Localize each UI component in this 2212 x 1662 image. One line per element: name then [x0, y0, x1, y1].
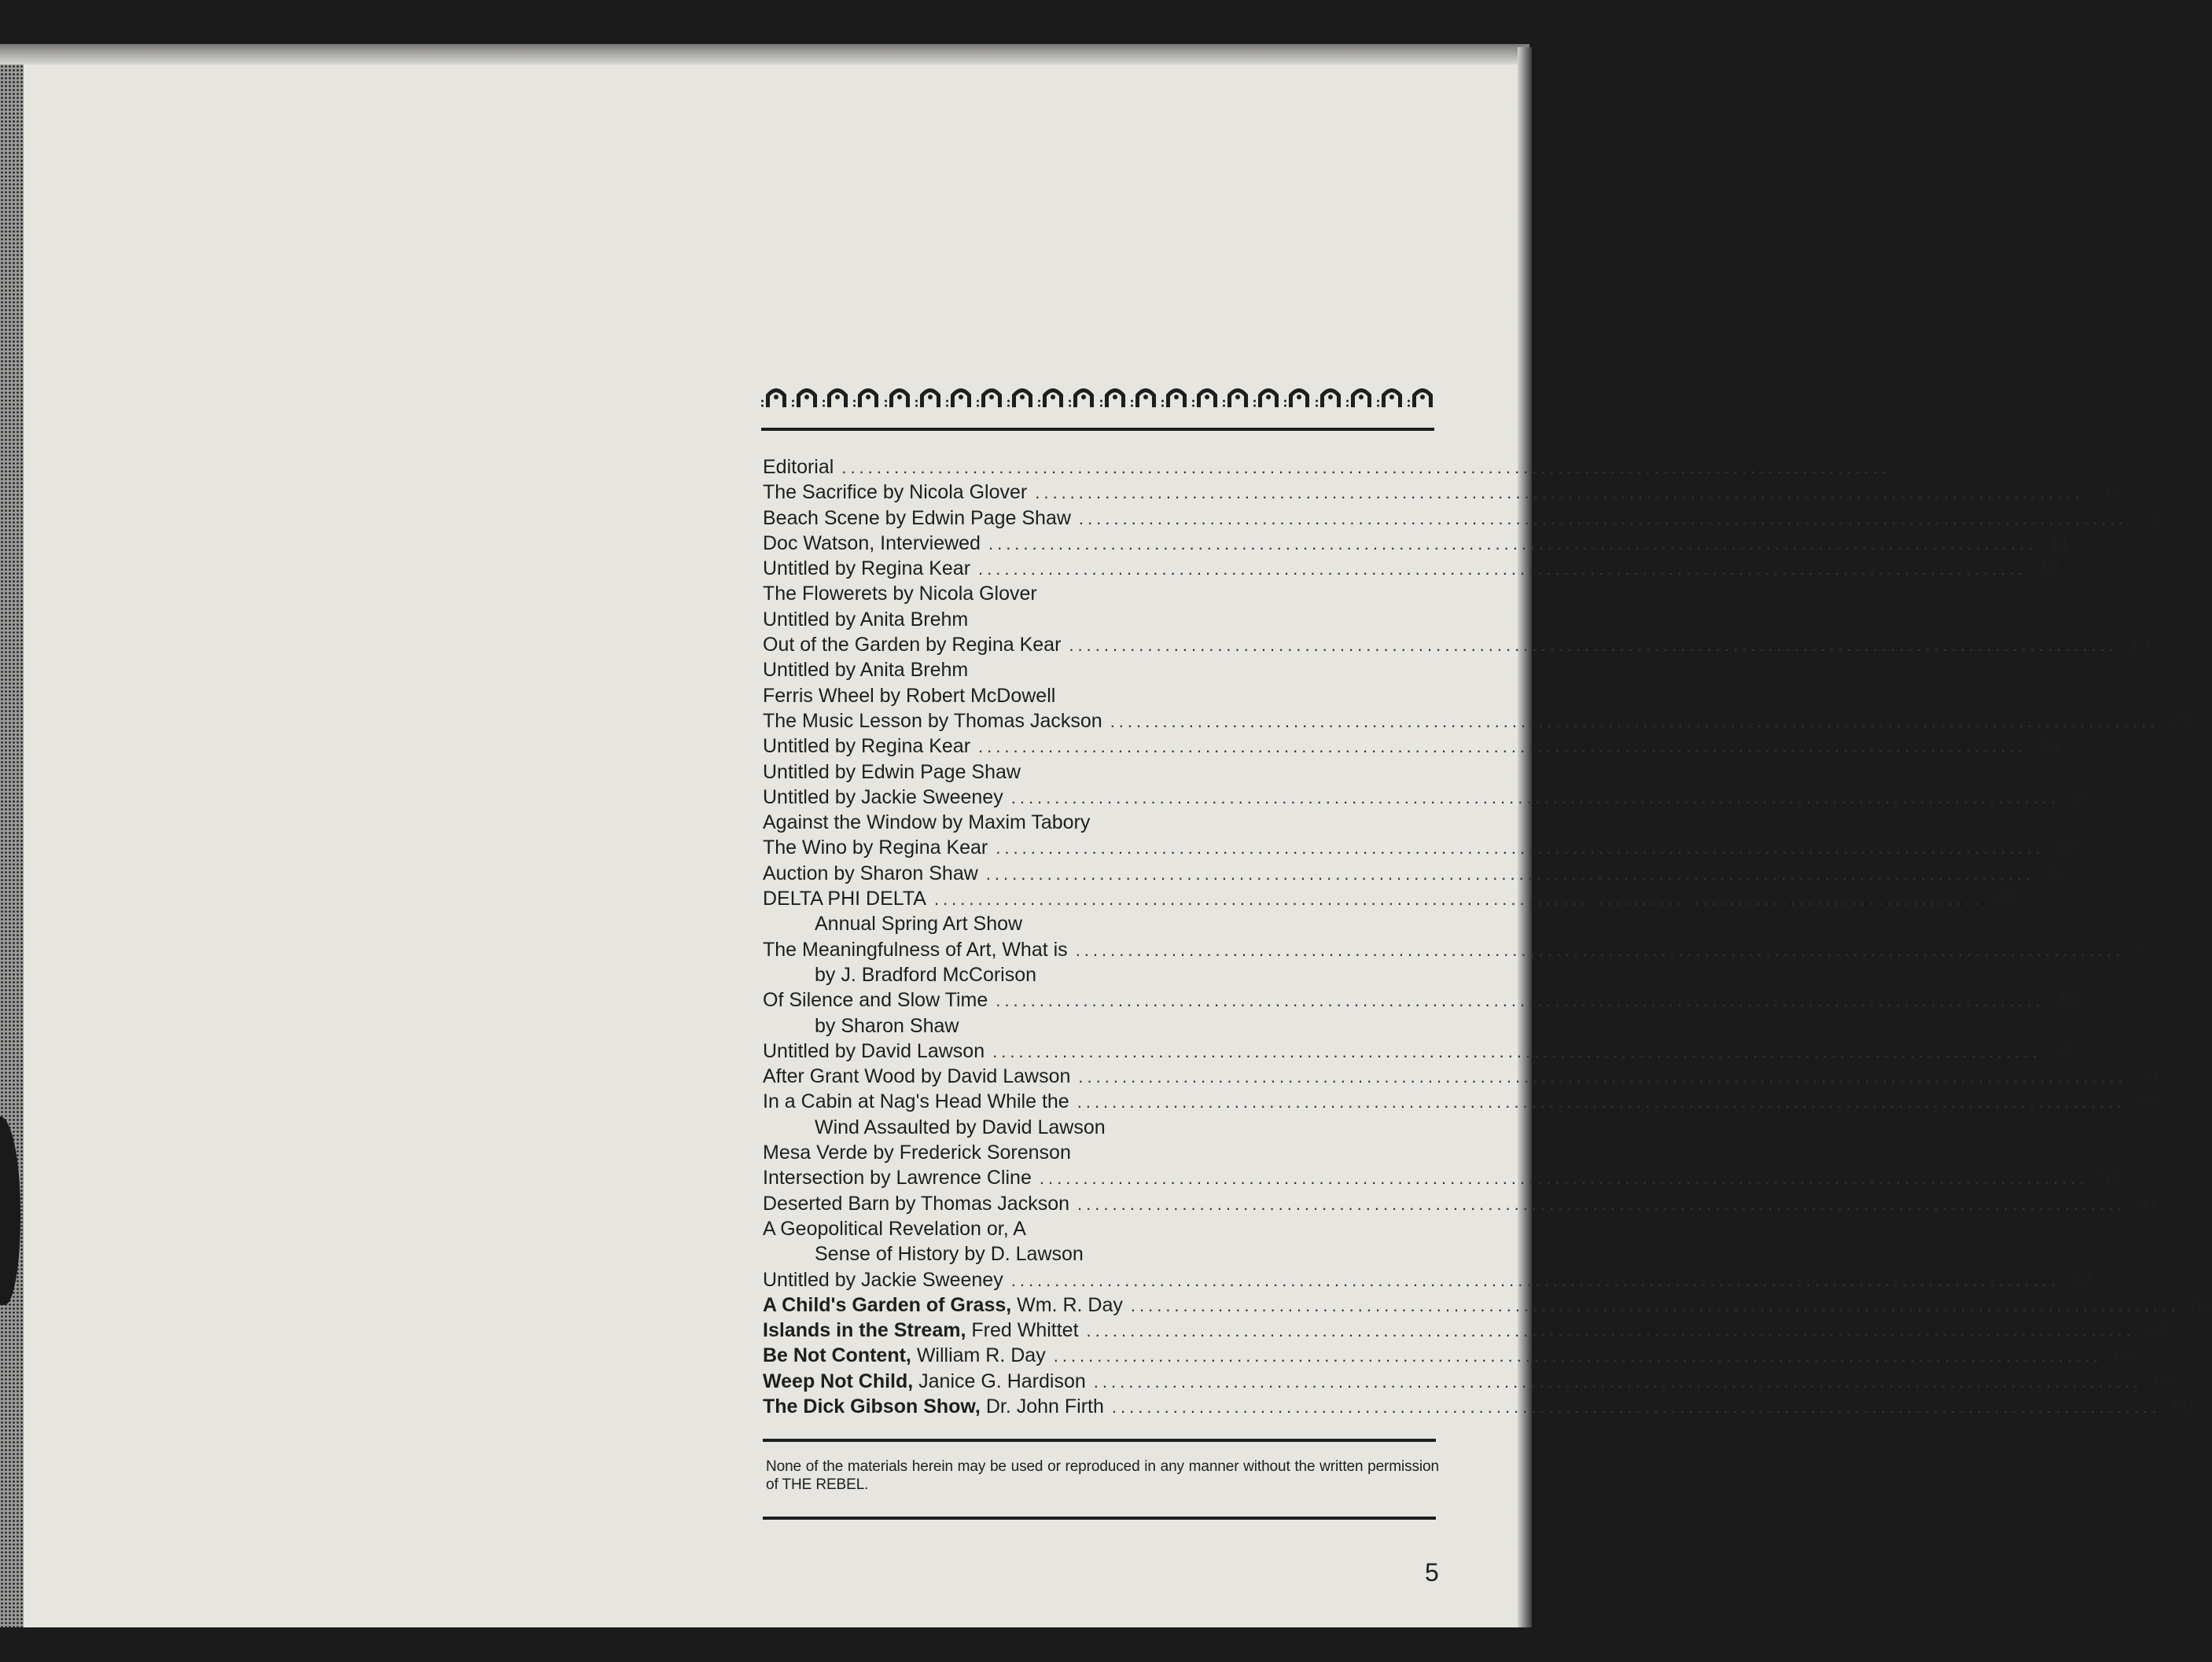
toc-entry-title	[763, 987, 988, 1013]
toc-entry-page: 62	[2070, 1268, 2093, 1291]
toc-entry	[763, 581, 1439, 606]
ornament-arch-icon	[792, 384, 822, 407]
toc-entry-title	[763, 1140, 1071, 1165]
toc-entry-text: The Music Lesson by Thomas Jackson	[763, 709, 1102, 732]
toc-entry	[763, 1216, 1439, 1241]
toc-entry-text: A Geopolitical Revelation or, A	[763, 1217, 1026, 1240]
toc-entry	[763, 810, 1439, 835]
dot-leader: ........................................................................................................................	[992, 1041, 2041, 1061]
dot-leader: ........................................................................................................................	[1010, 787, 2060, 807]
ornament-arch-icon	[1284, 384, 1314, 407]
dot-leader: ........................................................................................................................	[1077, 1193, 2126, 1214]
toc-entry-text: Untitled by Anita Brehm	[763, 659, 969, 682]
ornament-arch-icon	[853, 384, 883, 407]
toc-entry-text: The Flowerets by Nicola Glover	[763, 583, 1037, 605]
toc-entry-text: Untitled by Jackie Sweeney	[763, 785, 1003, 808]
toc-entry-text: by J. Bradford McCorison	[815, 963, 1037, 986]
toc-entry-title	[763, 683, 1055, 708]
toc-entry-title	[763, 785, 1003, 810]
ornament-arch-icon	[1100, 384, 1130, 407]
toc-entry	[763, 1039, 2074, 1064]
toc-entry-title	[763, 531, 981, 556]
toc-entry-text: Untitled by David Lawson	[763, 1039, 985, 1062]
ornament-arch-icon	[1007, 384, 1037, 407]
notice-bottom-rule	[763, 1517, 1436, 1520]
toc-entry-bold-title: Weep Not Child,	[763, 1370, 914, 1392]
toc-entry	[763, 911, 1439, 936]
toc-entry	[763, 987, 2078, 1013]
toc-entry-text: Against the Window by Maxim Tabory	[763, 811, 1091, 834]
toc-entry-title	[763, 835, 988, 860]
toc-entry-text: Untitled by Anita Brehm	[763, 608, 969, 631]
toc-entry-text: Mesa Verde by Frederick Sorenson	[763, 1142, 1071, 1164]
toc-entry-text: Untitled by Regina Kear	[763, 557, 971, 580]
toc-entry	[763, 1394, 2194, 1419]
toc-entry	[763, 632, 2151, 657]
dot-leader: ........................................................................................................................	[1130, 1295, 2180, 1315]
toc-entry-title	[763, 810, 1090, 835]
toc-entry-text: by Sharon Shaw	[815, 1014, 959, 1037]
toc-entry-bold-title: Be Not Content,	[763, 1344, 911, 1367]
toc-entry	[763, 785, 2093, 810]
toc-entry-page: 21	[2170, 709, 2192, 732]
toc-entry-page: 55	[2137, 1090, 2159, 1113]
ornament-arch-icon	[1131, 384, 1161, 407]
ornament-arch-icon	[761, 384, 791, 407]
toc-entry-title	[763, 1165, 1032, 1190]
toc-entry	[763, 1064, 2160, 1089]
page-number: 5	[1425, 1558, 1439, 1587]
toc-entry-title	[815, 1115, 1106, 1140]
toc-entry-page: 19	[2129, 634, 2151, 656]
toc-entry-page: 25	[2070, 785, 2093, 808]
dot-leader: ........................................................................................................................	[1078, 1067, 2127, 1087]
toc-entry-title	[763, 937, 1068, 962]
toc-entry-title	[763, 1064, 1070, 1089]
toc-entry	[763, 1115, 1439, 1140]
toc-entry	[763, 607, 1439, 632]
toc-entry-title	[763, 1089, 1069, 1114]
table-of-contents	[763, 454, 2212, 1419]
toc-entry-page: 28	[1993, 888, 2016, 910]
toc-entry-title	[763, 1343, 1046, 1368]
toc-entry-title	[815, 962, 1036, 987]
toc-entry-title	[763, 708, 1102, 734]
toc-entry-text: Janice G. Hardison	[913, 1370, 1086, 1392]
ornament-arch-icon	[1253, 384, 1283, 407]
toc-entry-text: Beach Scene by Edwin Page Shaw	[763, 506, 1071, 529]
ornament-arch-icon	[915, 384, 945, 407]
toc-entry-page: 64	[2146, 1319, 2168, 1342]
dot-leader: ........................................................................................................................	[996, 991, 2045, 1011]
toc-entry-page: 27	[2045, 862, 2068, 884]
toc-entry-title	[763, 1292, 1123, 1318]
toc-entry-text: Of Silence and Slow Time	[763, 989, 988, 1012]
dot-leader: ........................................................................................................................	[985, 863, 2035, 884]
toc-entry	[763, 886, 2016, 911]
toc-entry	[763, 734, 2060, 759]
dot-leader: ........................................................................................................................	[1110, 711, 2159, 731]
toc-entry-text: Intersection by Lawrence Cline	[763, 1167, 1032, 1190]
dot-leader: ........................................................................................................................	[933, 889, 1983, 910]
ornament-arch-icon	[977, 384, 1007, 407]
toc-entry-title	[763, 759, 1021, 785]
toc-entry-title	[815, 1013, 959, 1039]
toc-entry-text: Ferris Wheel by Robert McDowell	[763, 684, 1056, 707]
toc-entry-title	[763, 1267, 1003, 1292]
toc-entry-page: 57	[2099, 1167, 2122, 1190]
toc-entry	[763, 506, 2161, 531]
toc-entry	[763, 1267, 2093, 1292]
toc-entry-text: Annual Spring Art Show	[815, 913, 1023, 936]
toc-entry	[763, 937, 2158, 962]
toc-entry-page: 66	[2113, 1344, 2136, 1367]
dot-leader: ........................................................................................................................	[1086, 1321, 2135, 1341]
toc-entry-title	[763, 454, 834, 480]
dot-leader: ........................................................................................................................	[1039, 1168, 2089, 1189]
toc-entry-text: In a Cabin at Nag's Head While the	[763, 1090, 1069, 1113]
toc-entry-text: Untitled by Edwin Page Shaw	[763, 760, 1021, 783]
dot-leader: ........................................................................................................................	[978, 559, 2027, 579]
toc-entry-title	[763, 607, 968, 632]
toc-entry-page: 9	[2149, 506, 2161, 529]
toc-entry-page: 61	[2137, 1192, 2159, 1215]
dot-leader: ........................................................................................................................	[1077, 1092, 2126, 1112]
toc-entry	[763, 454, 1923, 480]
ornament-arch-icon	[1069, 384, 1099, 407]
dot-leader: ........................................................................................................................	[978, 737, 2027, 757]
toc-entry-page: 68	[2153, 1370, 2176, 1392]
ornament-arch-icon	[946, 384, 976, 407]
toc-entry-bold-title: Islands in the Stream,	[763, 1319, 966, 1342]
toc-entry	[763, 861, 2068, 886]
dot-leader: ........................................................................................................................	[1035, 483, 2084, 503]
ornament-arch-icon	[1346, 384, 1376, 407]
toc-entry	[763, 962, 1439, 987]
toc-entry-text: After Grant Wood by David Lawson	[763, 1065, 1071, 1088]
toc-entry-text: Deserted Barn by Thomas Jackson	[763, 1192, 1070, 1215]
toc-entry-page: 8	[2105, 481, 2117, 504]
toc-entry	[763, 708, 2192, 734]
toc-entry	[763, 1089, 2159, 1114]
toc-entry	[763, 657, 1439, 682]
copyright-notice: None of the materials herein may be used or reproduced in any manner without the written permission of THE REBEL.	[766, 1458, 1439, 1493]
toc-entry-text: Dr. John Firth	[980, 1395, 1104, 1417]
toc-entry	[763, 1241, 1439, 1267]
toc-entry-text: Untitled by Jackie Sweeney	[763, 1268, 1003, 1291]
toc-entry	[763, 1140, 1439, 1165]
toc-entry-page: 69	[2171, 1395, 2194, 1417]
toc-entry-title	[763, 1039, 985, 1064]
dot-leader: ........................................................................................................................	[1069, 635, 2118, 656]
toc-entry-page: 63	[2190, 1293, 2212, 1316]
toc-entry	[763, 1013, 1439, 1039]
ornament-arch-icon	[1377, 384, 1407, 407]
toc-entry-page: 7	[1912, 456, 1923, 478]
toc-entry	[763, 683, 1439, 708]
toc-entry	[763, 1343, 2136, 1368]
toc-entry-title	[763, 1318, 1079, 1343]
toc-entry-text: Sense of History by D. Lawson	[815, 1243, 1084, 1266]
toc-entry-text: The Sacrifice by Nicola Glover	[763, 481, 1028, 504]
toc-entry-title	[815, 1241, 1084, 1267]
ornament-arch-icon	[885, 384, 915, 407]
ornament-arch-icon	[1316, 384, 1345, 407]
toc-entry-title	[763, 861, 978, 886]
toc-entry-page: 48	[2055, 989, 2078, 1012]
toc-entry-text: Wind Assaulted by David Lawson	[815, 1116, 1106, 1138]
page-top-edge	[0, 44, 1529, 64]
toc-entry-title	[763, 581, 1037, 606]
toc-entry-title	[763, 1394, 1104, 1419]
toc-entry-text: DELTA PHI DELTA	[763, 888, 926, 910]
toc-entry-text: Wm. R. Day	[1011, 1293, 1123, 1316]
decorative-ornament-border	[761, 381, 1437, 407]
dot-leader: ........................................................................................................................	[1010, 1270, 2060, 1290]
toc-entry	[763, 1318, 2168, 1343]
dot-leader: ........................................................................................................................	[1093, 1371, 2143, 1392]
toc-entry	[763, 759, 1439, 785]
ornament-arch-icon	[1408, 384, 1437, 407]
toc-entry-title	[815, 911, 1022, 936]
toc-entry	[763, 1292, 2212, 1318]
toc-entry	[763, 556, 2060, 581]
toc-entry	[763, 531, 2070, 556]
ornament-arch-icon	[1223, 384, 1253, 407]
ornament-arch-icon	[823, 384, 852, 407]
toc-entry-title	[763, 632, 1061, 657]
toc-entry-page: 45	[2135, 938, 2158, 961]
toc-entry-page: 24	[2037, 735, 2060, 758]
toc-entry-text: Out of the Garden by Regina Kear	[763, 634, 1062, 656]
ornament-arch-icon	[1192, 384, 1222, 407]
toc-entry-title	[763, 886, 926, 911]
toc-entry-page: 54	[2138, 1065, 2160, 1088]
dot-leader: ........................................................................................................................	[1111, 1396, 2161, 1417]
toc-entry-bold-title: A Child's Garden of Grass,	[763, 1293, 1012, 1316]
toc-entry-title	[763, 480, 1027, 505]
notice-top-rule	[763, 1439, 1436, 1442]
toc-entry-title	[763, 734, 970, 759]
dot-leader: ........................................................................................................................	[1053, 1346, 2103, 1366]
ornament-arch-icon	[1038, 384, 1068, 407]
toc-entry-page: 18	[2037, 557, 2060, 580]
toc-entry-text: The Wino by Regina Kear	[763, 837, 988, 859]
halftone-image-edge	[0, 64, 24, 1627]
toc-entry-text: Auction by Sharon Shaw	[763, 862, 978, 884]
toc-entry-title	[763, 1369, 1086, 1394]
dot-leader: ........................................................................................................................	[841, 458, 1890, 477]
toc-entry-text: Doc Watson, Interviewed	[763, 531, 981, 554]
toc-entry	[763, 1369, 2176, 1394]
toc-entry-page: 53	[2052, 1039, 2074, 1062]
toc-entry-title	[763, 1216, 1026, 1241]
dot-leader: ........................................................................................................................	[988, 533, 2037, 553]
dot-leader: ........................................................................................................................	[1078, 508, 2128, 528]
toc-entry-page: 26	[2055, 837, 2078, 859]
toc-entry-title	[763, 506, 1071, 531]
ornament-arch-icon	[1161, 384, 1191, 407]
toc-entry-bold-title: The Dick Gibson Show,	[763, 1395, 981, 1417]
toc-entry-title	[763, 657, 968, 682]
dot-leader: ........................................................................................................................	[1075, 939, 2125, 960]
toc-entry-text: The Meaningfulness of Art, What is	[763, 938, 1068, 961]
toc-entry-text: Editorial	[763, 456, 834, 478]
top-rule	[761, 428, 1434, 431]
toc-entry	[763, 835, 2078, 860]
dot-leader: ........................................................................................................................	[996, 838, 2045, 859]
toc-entry-text: Untitled by Regina Kear	[763, 735, 971, 758]
toc-entry-text: William R. Day	[911, 1344, 1046, 1367]
toc-entry	[763, 480, 2117, 505]
toc-entry-title	[763, 1191, 1069, 1216]
toc-entry	[763, 1191, 2159, 1216]
toc-entry-title	[763, 556, 970, 581]
toc-entry	[763, 1165, 2122, 1190]
toc-entry-page: 11	[2049, 531, 2070, 554]
toc-entry-text: Fred Whittet	[966, 1319, 1079, 1342]
